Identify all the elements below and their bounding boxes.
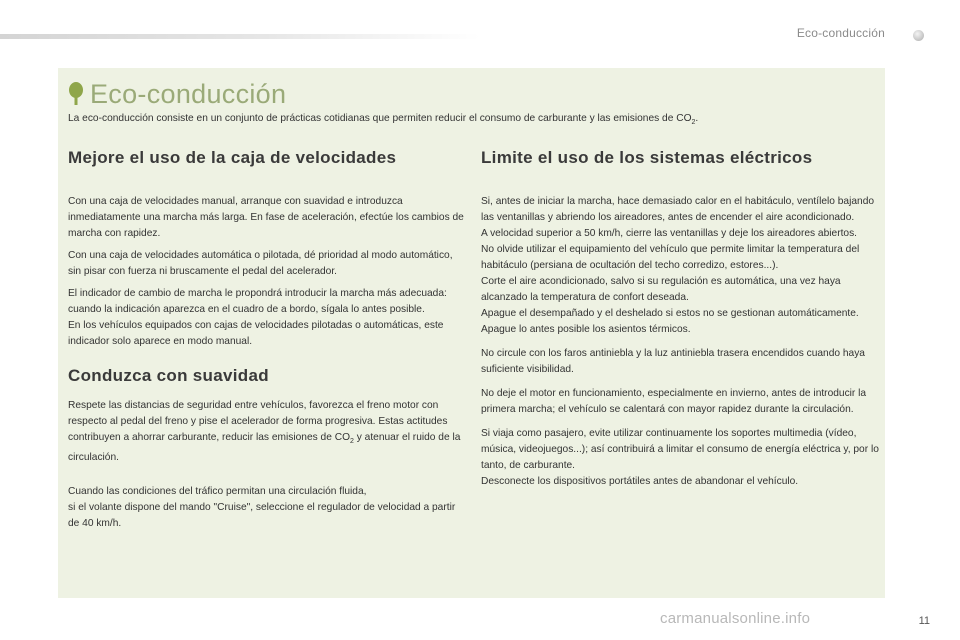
page-title: Eco-conducción: [90, 79, 287, 109]
intro-end: .: [695, 113, 699, 124]
gearbox-paragraph-1: Con una caja de velocidades manual, arranque con suavidad e introduzca inmediatamente una marcha más larga. En fase de aceleración, efectúe los cambios de marcha con rapidez.: [68, 196, 464, 239]
electrical-line-5: Apague el desempañado y el deshelado si estos no se gestionan automáticamente.: [481, 308, 859, 319]
electrical-line-1: Si, antes de iniciar la marcha, hace demasiado calor en el habitáculo, ventílelo bajando las ventanillas y abriendo los aireadores, antes de encender el aire acondicionado.: [481, 196, 875, 223]
gearbox-paragraph-2: Con una caja de velocidades automática o pilotada, dé prioridad al modo automático, sin pisar con fuerza ni bruscamente el pedal del acelerador.: [68, 250, 453, 277]
gearbox-paragraph-3a: El indicador de cambio de marcha le propondrá introducir la marcha más adecuada: cuando la indicación aparezca en el cuadro de a bordo, sígala lo antes posible.: [68, 288, 447, 315]
electrical-paragraph-2: No circule con los faros antiniebla y la luz antiniebla trasera encendidos cuando haya suficiente visibilidad.: [481, 348, 865, 375]
right-column: [481, 146, 881, 490]
header-dot-icon: [913, 30, 924, 41]
page-number: 11: [918, 615, 930, 627]
smooth-p1-subscript: 2: [350, 438, 354, 446]
intro-text: La eco-conducción consiste en un conjunto de prácticas cotidianas que permiten reducir el consumo de carburante y las emisiones de CO: [68, 113, 692, 124]
smooth-p1-text: Respete las distancias de seguridad entre vehículos, favorezca el freno motor con respecto al pedal del freno y pise el acelerador de forma progresiva. Estas actitudes contribuyen a ahorrar carburante, reducir las emisiones de CO: [68, 400, 448, 443]
smooth-paragraph-1: [68, 398, 468, 466]
electrical-line-4: Corte el aire acondicionado, salvo si su regulación es automática, una vez haya alcanzado la temperatura de confort deseada.: [481, 276, 841, 303]
gearbox-paragraph-3b: En los vehículos equipados con cajas de velocidades pilotadas o automáticas, este indicador solo aparece en modo manual.: [68, 320, 444, 347]
watermark: carmanualsonline.info: [660, 610, 811, 627]
heading-electrical: Limite el uso de los sistemas eléctricos: [481, 148, 813, 167]
electrical-paragraph-4b: Desconecte los dispositivos portátiles antes de abandonar el vehículo.: [481, 476, 799, 487]
smooth-p1-end: y atenuar el ruido de la circulación.: [68, 432, 461, 464]
smooth-paragraph-2b: si el volante dispone del mando "Cruise", seleccione el regulador de velocidad a partir de 40 km/h.: [68, 502, 456, 530]
header-section-title: Eco-conducción: [796, 26, 885, 40]
intro-subscript: 2: [691, 119, 696, 127]
tree-icon: [68, 82, 84, 106]
intro-paragraph: [68, 112, 878, 130]
electrical-line-6: Apague lo antes posible los asientos térmicos.: [481, 324, 691, 335]
electrical-line-3: No olvide utilizar el equipamiento del vehículo que permite limitar la temperatura del habitáculo (persiana de ocultación del techo corredizo, estores...).: [481, 244, 860, 271]
electrical-line-2: A velocidad superior a 50 km/h, cierre las ventanillas y deje los aireadores abiertos.: [481, 228, 858, 239]
title-row: [68, 78, 286, 110]
heading-smooth-driving: Conduzca con suavidad: [68, 366, 269, 385]
heading-gearbox: Mejore el uso de la caja de velocidades: [68, 148, 397, 167]
header-rule: [0, 34, 480, 39]
smooth-paragraph-2a: Cuando las condiciones del tráfico permitan una circulación fluida,: [68, 486, 367, 498]
left-column: [68, 146, 468, 532]
electrical-paragraph-4a: Si viaja como pasajero, evite utilizar continuamente los soportes multimedia (vídeo, música, videojuegos...); así contribuirá a limitar el consumo de energía eléctrica y, por lo tanto, de carburante.: [481, 428, 879, 471]
electrical-paragraph-3: No deje el motor en funcionamiento, especialmente en invierno, antes de introducir la primera marcha; el vehículo se calentará con mayor rapidez durante la circulación.: [481, 388, 867, 415]
